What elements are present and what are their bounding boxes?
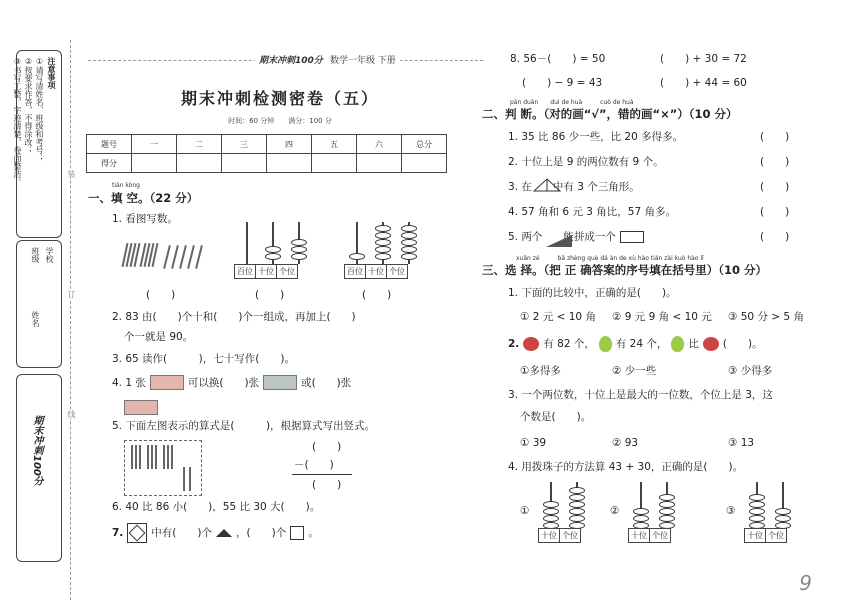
sticks-image — [122, 243, 212, 271]
vertical-line[interactable]: ( ) — [312, 441, 342, 453]
label-ones: 个位 — [562, 531, 578, 540]
five-yuan-bill-icon — [263, 375, 297, 390]
judge-blank[interactable]: ( ) — [760, 156, 790, 168]
q2-number: 2. — [508, 338, 520, 350]
choice-option[interactable]: ① 39 — [520, 437, 547, 449]
abacus-image — [344, 222, 424, 280]
table-cell: 六 — [357, 135, 402, 154]
question-4 — [112, 375, 351, 390]
choice-option[interactable]: ② 少一些 — [612, 365, 657, 377]
sticks-image — [124, 440, 202, 496]
score-input-cell[interactable] — [357, 154, 402, 173]
q2-text: 有 24 个， — [615, 338, 668, 350]
pear-icon — [599, 336, 612, 352]
question-6: 6. 40 比 86 小( )，55 比 30 大( )。 — [112, 501, 321, 513]
score-input-cell[interactable] — [267, 154, 312, 173]
section2-title: 二、判 断。（对的画“√”，错的画“×”）（10 分） — [482, 107, 738, 121]
vertical-line[interactable]: －( ) — [294, 459, 334, 471]
place-value-label — [538, 528, 581, 543]
question-5: 5. 下面左图表示的算式是( )，根据算式写出竖式。 — [112, 420, 376, 432]
vertical-rule — [292, 474, 352, 475]
choice-question-3-cont: 个数是( )。 — [520, 411, 592, 423]
notice-title: 注意事项 — [47, 57, 56, 89]
rectangle-icon — [620, 231, 644, 243]
judge-item: 5. 两个 能拼成一个 — [508, 231, 616, 243]
score-header-row — [87, 135, 447, 154]
question-8d: ( ) + 44 = 60 — [660, 77, 747, 89]
square-icon — [290, 526, 304, 540]
judge-blank[interactable]: ( ) — [760, 231, 790, 243]
label-tens: 十位 — [256, 265, 277, 278]
name-label: 姓名 — [31, 311, 40, 327]
table-cell: 二 — [177, 135, 222, 154]
abacus-image — [628, 482, 684, 544]
abacus-image — [744, 482, 800, 544]
score-input-cell[interactable] — [222, 154, 267, 173]
label-tens: 十位 — [539, 529, 560, 542]
table-cell: 题号 — [87, 135, 132, 154]
exam-title: 期末冲刺检测密卷（五） — [180, 89, 379, 108]
choice-question-3: 3. 一个两位数，十位上是最大的一位数，个位上是 3，这 — [508, 389, 773, 401]
label-hundreds: 百位 — [235, 265, 256, 278]
choice-question-2 — [508, 336, 763, 352]
question-2: 2. 83 由( )个十和( )个一组成，再加上( ) — [112, 311, 356, 323]
margin-brand: 期末冲刺100分 — [31, 415, 42, 486]
choice-option[interactable]: ② — [610, 505, 620, 517]
q2-text: 比 — [688, 338, 699, 350]
exam-time-info: 时间：60 分钟 满分：100 分 — [228, 117, 332, 125]
label-tens: 十位 — [745, 529, 766, 542]
section3-title: 三、选 择。（把 正 确答案的序号填在括号里）（10 分） — [482, 263, 768, 277]
judge-item: 2. 十位上是 9 的两位数有 9 个。 — [508, 156, 664, 168]
label-ones: 个位 — [652, 531, 668, 540]
peach-icon — [523, 337, 539, 351]
score-row — [87, 154, 447, 173]
score-input-cell[interactable] — [132, 154, 177, 173]
page-number: 9 — [799, 571, 812, 595]
abacus-image — [234, 222, 314, 280]
seal-char: 线 — [67, 410, 76, 418]
q4-text: 或( )张 — [301, 376, 352, 389]
vertical-line[interactable]: ( ) — [312, 479, 342, 491]
q7-text: 中有( )个 — [151, 527, 212, 539]
judge-blank[interactable]: ( ) — [760, 131, 790, 143]
question-3: 3. 65 读作( )，七十写作( )。 — [112, 353, 295, 365]
notice-line: ③书写工整，字迹清楚，卷面整洁。 — [13, 57, 22, 186]
notice-box — [13, 50, 62, 238]
score-input-cell[interactable] — [402, 154, 447, 173]
peach-icon — [703, 337, 719, 351]
judge-item-5 — [508, 230, 644, 244]
table-cell: 得分 — [87, 154, 132, 173]
label-ones: 个位 — [768, 531, 784, 540]
section3-pinyin: xuǎn zé bǎ zhèng què dá àn de xù hào tián zài kuò hào lǐ — [516, 255, 704, 262]
judge-item: 1. 35 比 86 少一些，比 20 多得多。 — [508, 131, 684, 143]
place-value-label — [344, 264, 408, 279]
choice-option[interactable]: ③ 13 — [728, 437, 755, 449]
label-ones: 个位 — [279, 267, 295, 276]
section1-pinyin: tián kòng — [112, 182, 140, 189]
question-7 — [112, 523, 319, 543]
right-triangle-icon — [546, 230, 572, 249]
place-value-label — [628, 528, 671, 543]
choice-option[interactable]: ② 9 元 9 角 < 10 元 — [612, 311, 712, 323]
table-cell: 一 — [132, 135, 177, 154]
answer-blank[interactable]: ( ) — [362, 289, 392, 301]
q2-text: ( )。 — [722, 338, 763, 350]
header-brand — [255, 53, 400, 66]
table-cell: 总分 — [402, 135, 447, 154]
choice-question-4: 4. 用拨珠子的方法算 43 + 30，正确的是( )。 — [508, 461, 744, 473]
q7-text: ，( )个 — [236, 527, 287, 539]
student-info-box — [16, 240, 62, 368]
answer-blank[interactable]: ( ) — [255, 289, 285, 301]
label-tens: 十位 — [366, 265, 387, 278]
choice-option[interactable]: ③ 50 分 > 5 角 — [728, 311, 804, 323]
seal-char: 订 — [67, 290, 76, 298]
judge-blank[interactable]: ( ) — [760, 206, 790, 218]
seal-char: 装 — [67, 170, 76, 178]
notice-line: ②按要求作答，不得涂改； — [24, 57, 33, 154]
school-label: 学校 — [45, 247, 54, 263]
label-ones: 个位 — [389, 267, 405, 276]
score-input-cell[interactable] — [177, 154, 222, 173]
judge-item: 3. 在 中有 3 个三角形。 — [508, 181, 640, 193]
table-cell: 三 — [222, 135, 267, 154]
place-value-label — [234, 264, 298, 279]
score-table — [86, 134, 447, 173]
place-value-label — [744, 528, 787, 543]
q4-text: 4. 1 张 — [112, 376, 146, 389]
table-cell: 五 — [312, 135, 357, 154]
question-8a: 8. 56－( ) = 50 — [510, 53, 606, 65]
ten-yuan-bill-icon — [150, 375, 184, 390]
label-hundreds: 百位 — [345, 265, 366, 278]
label-tens: 十位 — [629, 529, 650, 542]
notice-line: ①请写清姓名、班级和考号； — [35, 57, 44, 162]
section1-title: 一、填 空。（22 分） — [88, 191, 199, 205]
question-1: 1. 看图写数。 — [112, 213, 178, 225]
one-yuan-bill-icon — [124, 397, 158, 416]
pear-icon — [671, 336, 684, 352]
square-diamond-icon — [127, 523, 147, 543]
triangle-icon — [216, 529, 232, 537]
q2-text: 有 82 个， — [543, 338, 595, 350]
brand-text: 期末冲刺100分 — [259, 56, 323, 66]
binding-margin — [0, 40, 76, 600]
choice-option[interactable]: ①多得多 — [520, 365, 561, 377]
q7-number: 7. — [112, 527, 124, 539]
subject-text: 数学一年级 下册 — [329, 56, 396, 66]
choice-question-1: 1. 下面的比较中，正确的是( )。 — [508, 287, 677, 299]
judge-blank[interactable]: ( ) — [760, 181, 790, 193]
cut-line — [70, 40, 71, 600]
question-8c: ( ) − 9 = 43 — [522, 77, 603, 89]
question-8b: ( ) + 30 = 72 — [660, 53, 747, 65]
q4-text: 可以换( )张 — [187, 376, 260, 389]
table-cell: 四 — [267, 135, 312, 154]
score-input-cell[interactable] — [312, 154, 357, 173]
answer-blank[interactable]: ( ) — [146, 289, 176, 301]
choice-option[interactable]: ① 2 元 < 10 角 — [520, 311, 596, 323]
brand-box — [16, 374, 62, 562]
choice-option[interactable]: ① — [520, 505, 530, 517]
section2-pinyin: pàn duàn duì de huà cuò de huà — [510, 99, 634, 106]
triangle-figure-icon — [533, 178, 561, 192]
judge-item: 4. 57 角和 6 元 3 角比，57 角多。 — [508, 206, 676, 218]
choice-option[interactable]: ② 93 — [612, 437, 639, 449]
class-label: 班级 — [31, 247, 40, 263]
question-2-cont: 个一就是 90。 — [124, 331, 194, 343]
abacus-image — [538, 482, 594, 544]
choice-option[interactable]: ③ — [726, 505, 736, 517]
q7-text: 。 — [308, 527, 319, 539]
choice-option[interactable]: ③ 少得多 — [728, 365, 773, 377]
